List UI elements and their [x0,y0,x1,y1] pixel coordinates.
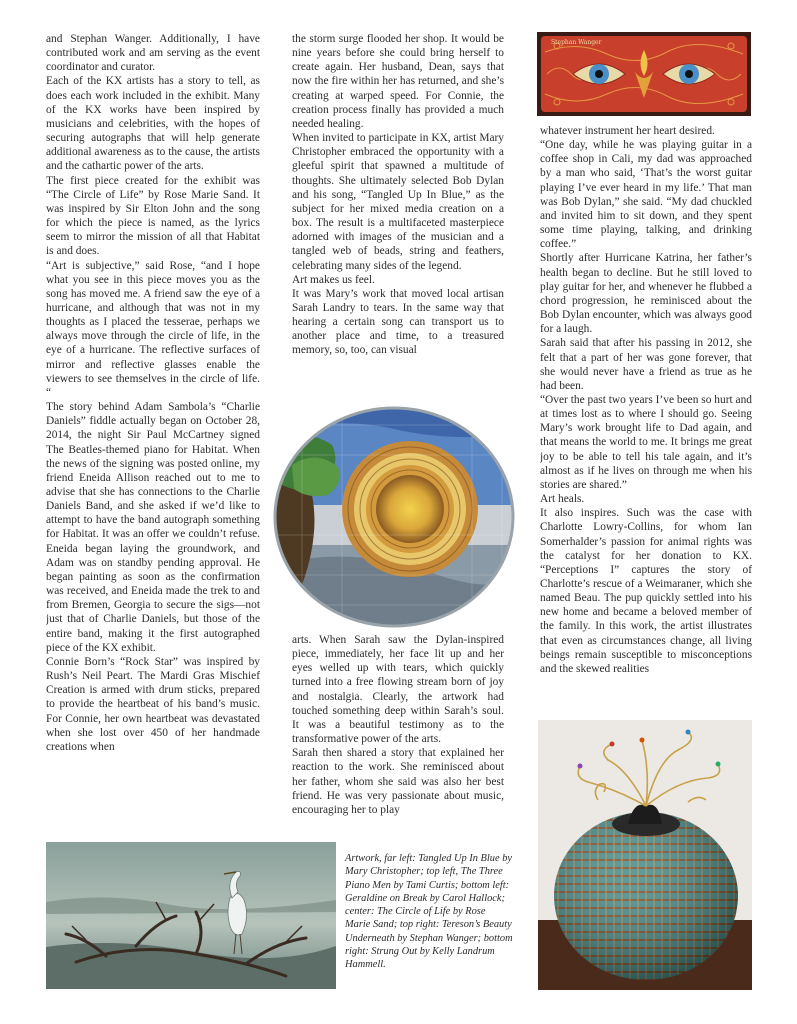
article-column-3 [540,124,752,716]
article-column-2-top [292,32,504,394]
svg-text:Stephan Wanger: Stephan Wanger [551,39,602,46]
artwork-caption: Artwork, far left: Tangled Up In Blue by Mary Christopher; top left, The Three Piano Men by Tami Curtis; bottom left: Geraldine on Break by Carol Hallock; center: The Circle of Life by Rose Marie Sand; top right: Tereson’s Beauty Underneath by Stephan Wanger; bottom right: Strung Out by Kelly Landrum Hammell. [345,853,513,971]
paragraph: “Art is subjective,” said Rose, “and I hope what you see in this piece moves you as the song has moved me. A friend saw the eye of a hurricane, and although that was not in my thoughts as I placed the tesserae, perhaps we always move through the circle of life, in the eye of a hurricane. The reflective surfaces of mirror and reflective glasses enable the viewers to see themselves in the circle of life. “ [46,259,260,399]
paragraph: It was Mary’s work that moved local artisan Sarah Landry to tears. In the same way that hearing a certain song can transport us to another place and time, to a treasured memory, so, too, can visual [292,287,504,357]
paragraph: Sarah said that after his passing in 2012, she felt that a part of her was gone forever, that she would never have a friend as true as he had been. [540,337,752,392]
paragraph: “Over the past two years I’ve been so hurt and at times lost as to where I should go. Seeing Mary’s work brought life to Dad again, and that means the world to me. It brings me great joy to be able to tell his tale again, and it’s almost as if he lives on through me when his stories are shared.” [540,393,752,491]
paragraph: Art heals. [540,493,585,506]
paragraph: “One day, while he was playing guitar in a coffee shop in Cali, my dad was approached by a man who said, ‘That’s the worst guitar playing I’ve ever heard in my life.’ That man was Bob Dylan,” she said. “My dad chuckled and invited him to sit down, and they spent some time playing, talking, and drinking coffee.” [540,139,752,251]
paragraph: It also inspires. Such was the case with Charlotte Lowry-Collins, for whom Ian Somerhalder’s passion for animal rights was the catalyst for her donation to KX. “Perceptions I” captures the story of Charlotte’s rescue of a Weimaraner, which she named Beau. The pup quickly settled into his new home and became a beloved member of the family. In this work, the artist illustrates that even as circumstances change, all living beings remain susceptible to misconceptions and the skewed realities [540,507,752,675]
paragraph: whatever instrument her heart desired. [540,125,715,137]
article-column-1 [46,32,260,837]
paragraph: Sarah then shared a story that explained her reaction to the work. She reminisced about her father, whom she said was also her best friend. He was very passionate about music, encouraging her to play [292,747,504,816]
paragraph: and Stephan Wanger. Additionally, I have contributed work and am serving as the event coordinator and curator. [46,33,260,74]
paragraph: the storm surge flooded her shop. It would be nine years before she could bring herself to create again. Her husband, Dean, says that now the fire within her has returned, and she’s creating at warped speed. For Connie, the creation process finally has provided a much needed healing. [292,33,504,130]
paragraph: Art makes us feel. [292,273,375,286]
article-column-2-bottom [292,633,504,835]
paragraph: When invited to participate in KX, artist Mary Christopher embraced the opportunity with a gleeful spirit that spawned a multitude of thoughts. She ultimately selected Bob Dylan and his song, “Tangled Up In Blue,” as the subject for her mixed media creation on a box. The result is a multifaceted masterpiece adorned with images of the musician and a tangled web of beads, string and feathers, celebrating many sides of the legend. [292,132,504,272]
paragraph: The first piece created for the exhibit was “The Circle of Life” by Rose Marie Sand. It was inspired by Sir Elton John and the song for which the piece is named, as the lyrics seem to mirror the mission of all that Habitat is and does. [46,174,260,258]
paragraph: Shortly after Hurricane Katrina, her father’s health began to decline. But he still loved to play guitar for her, and whenever he flubbed a chord progression, he reminisced about the Bob Dylan encounter, which was always good for a laugh. [540,252,752,336]
paragraph: The story behind Adam Sambola’s “Charlie Daniels” fiddle actually began on October 28, 2014, the night Sir Paul McCartney signed The Beatles-themed piano for Habitat. When the news of the signing was posted online, my friend Eneida Allison reached out to me to advise that she has connections to the Charlie Daniels Band, and she asked if we’d like to attempt to have the band autograph something for Habitat. It was an offer we couldn’t refuse. Eneida began laying the groundwork, and Adam was on standby pending approval. He began painting as soon as the confirmation was received, and Eneida made the trek to and from Bremen, Georgia to secure the sigs—not just that of Charlie Daniels, but those of the entire band, making it the first autographed piece of the KX exhibit. [46,401,260,654]
paragraph: Connie Born’s “Rock Star” was inspired by Rush’s Neil Peart. The Mardi Gras Mischief Creation is armed with drum sticks, prepared to provide the heartbeat of his band’s music. For Connie, her own heartbeat was devastated when she lost over 450 of her handmade creations when [46,655,260,753]
paragraph: Each of the KX artists has a story to tell, as does each work included in the exhibit. Many of the KX works have been inspired by musicians and celebrities, with the hopes of securing autographs that will help generate additional awareness as to the cause, the artists and the cathartic power of the arts. [46,75,260,173]
paragraph: arts. When Sarah saw the Dylan-inspired piece, immediately, her face lit up and her eyes welled up with tears, which quickly turned into a free flowing stream born of joy and nostalgia. Clearly, the artwork had touched something deep within Sarah’s soul. It was a beautiful testimony as to the transformative power of the arts. [292,634,504,746]
eyes-artwork-image [537,32,751,116]
circle-of-life-artwork-image [272,405,516,629]
heron-artwork-image [46,842,336,989]
strung-out-pot-artwork-image [538,720,752,990]
